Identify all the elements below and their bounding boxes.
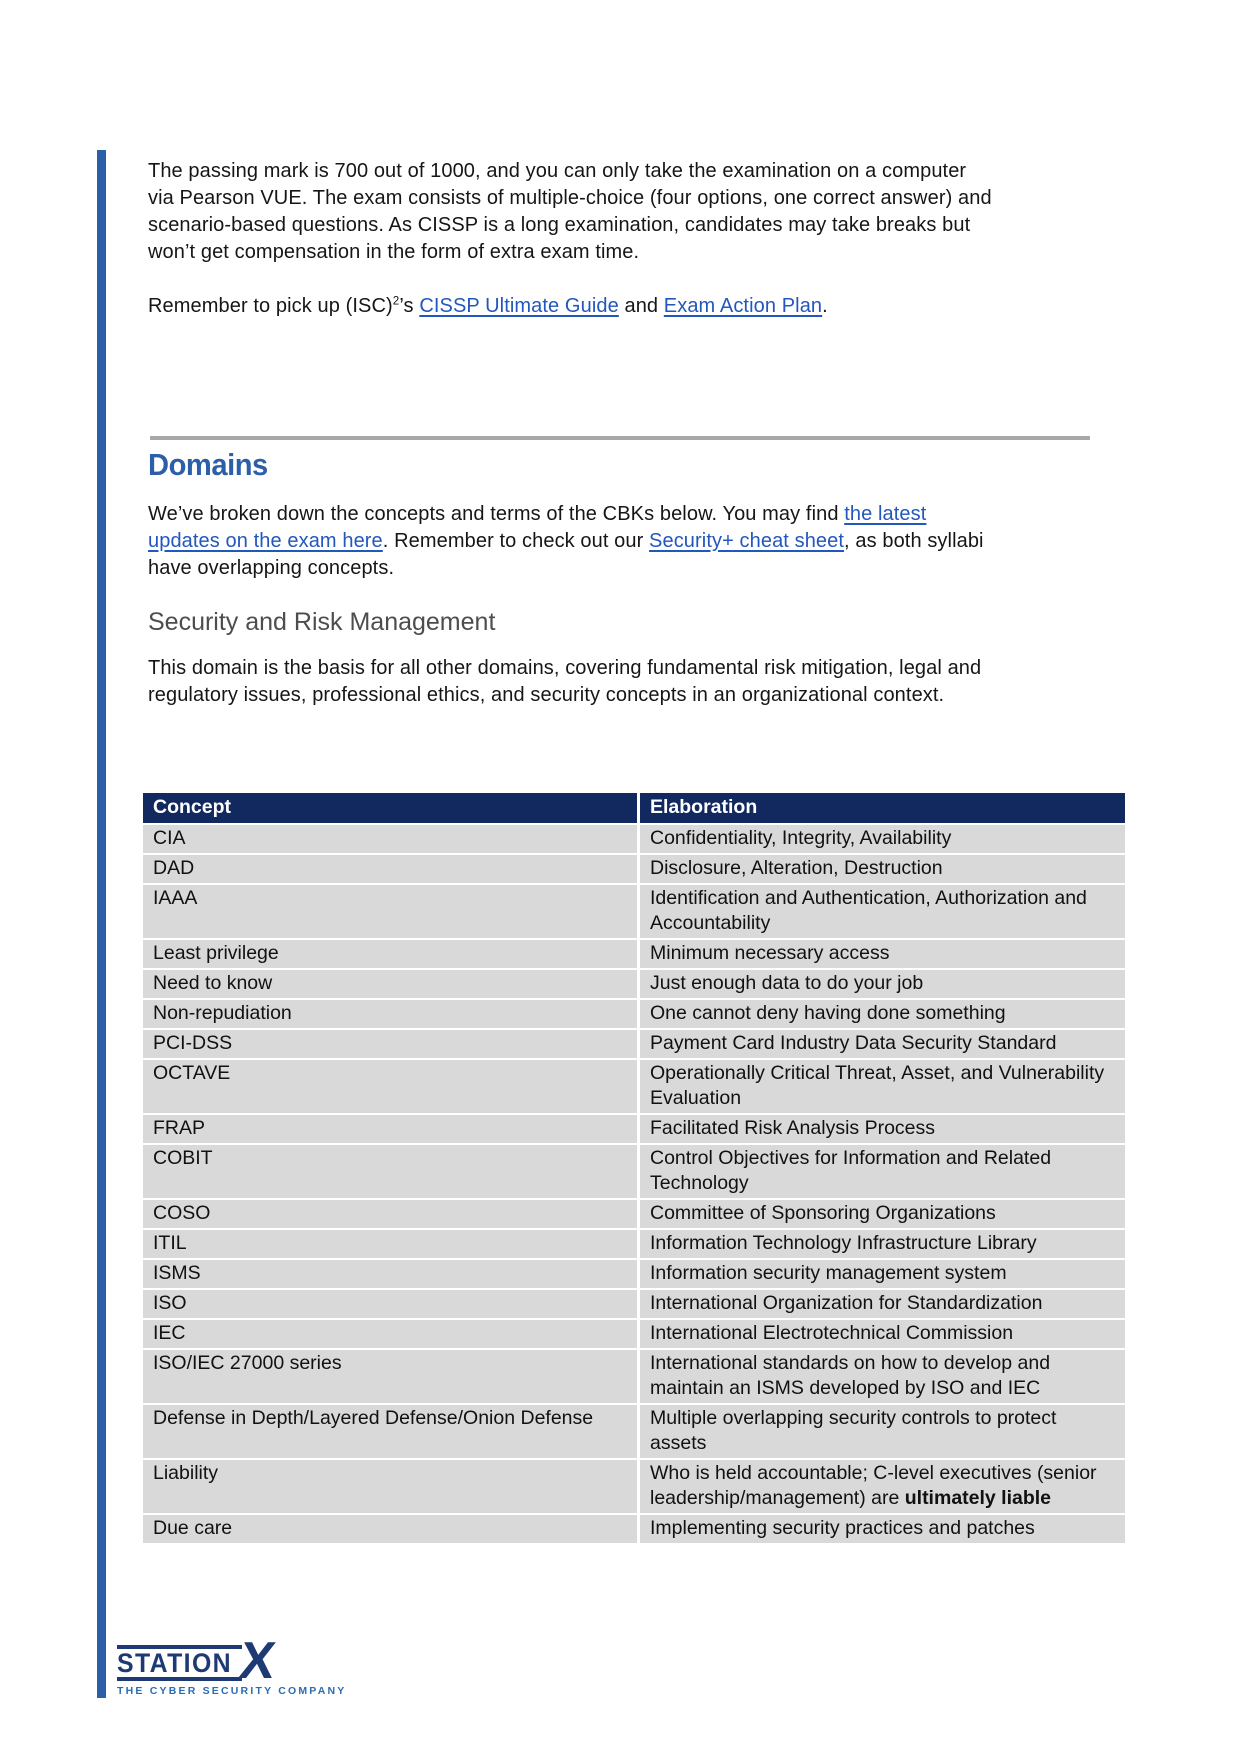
concept-table-body bbox=[143, 825, 1125, 1545]
table-row bbox=[143, 1460, 1125, 1515]
concept-cell: IEC bbox=[143, 1320, 640, 1350]
concept-cell: OCTAVE bbox=[143, 1060, 640, 1115]
table-row bbox=[143, 1060, 1125, 1115]
table-row bbox=[143, 1115, 1125, 1145]
table-row bbox=[143, 1405, 1125, 1460]
concept-cell: ITIL bbox=[143, 1230, 640, 1260]
concept-cell: COSO bbox=[143, 1200, 640, 1230]
concept-cell: Due care bbox=[143, 1515, 640, 1545]
elaboration-cell: Confidentiality, Integrity, Availability bbox=[640, 825, 1125, 855]
elaboration-cell: Payment Card Industry Data Security Standard bbox=[640, 1030, 1125, 1060]
concept-column-header: Concept bbox=[143, 793, 640, 825]
elaboration-cell: International Organization for Standardization bbox=[640, 1290, 1125, 1320]
concept-cell: DAD bbox=[143, 855, 640, 885]
concept-cell: FRAP bbox=[143, 1115, 640, 1145]
concept-elaboration-table bbox=[143, 793, 1125, 1545]
stationx-logo-x: X bbox=[235, 1632, 279, 1690]
table-row bbox=[143, 1290, 1125, 1320]
stationx-logo-wordmark bbox=[117, 1632, 302, 1690]
security-risk-management-heading: Security and Risk Management bbox=[148, 608, 496, 636]
stationx-logo-station-text: STATION bbox=[117, 1645, 242, 1681]
reminder-paragraph bbox=[148, 293, 993, 320]
elaboration-cell: Minimum necessary access bbox=[640, 940, 1125, 970]
intro-paragraph: The passing mark is 700 out of 1000, and you can only take the examination on a computer via Pearson VUE. The exam consists of multiple-choice (four options, one correct answer) and scenario-based questions. As CISSP is a long examination, candidates may take breaks but won’t get compensation in the form of extra exam time. bbox=[148, 160, 992, 263]
elaboration-cell: Facilitated Risk Analysis Process bbox=[640, 1115, 1125, 1145]
isc2-superscript: 2 bbox=[392, 294, 400, 308]
concept-cell: PCI-DSS bbox=[143, 1030, 640, 1060]
elaboration-cell: Multiple overlapping security controls to protect assets bbox=[640, 1405, 1125, 1460]
link-cissp-ultimate-guide[interactable]: CISSP Ultimate Guide bbox=[419, 295, 619, 317]
elaboration-cell: Operationally Critical Threat, Asset, and Vulnerability Evaluation bbox=[640, 1060, 1125, 1115]
concept-cell: Non-repudiation bbox=[143, 1000, 640, 1030]
domains-text: . Remember to check out our bbox=[382, 530, 650, 552]
stationx-logo bbox=[117, 1632, 347, 1697]
domains-paragraph bbox=[148, 501, 1000, 582]
table-row bbox=[143, 1000, 1125, 1030]
concept-cell: Defense in Depth/Layered Defense/Onion Defense bbox=[143, 1405, 640, 1460]
link-exam-action-plan[interactable]: Exam Action Plan bbox=[663, 295, 823, 317]
table-header-row bbox=[143, 793, 1125, 825]
concept-cell: CIA bbox=[143, 825, 640, 855]
concept-cell: ISO/IEC 27000 series bbox=[143, 1350, 640, 1405]
domains-text: We’ve broken down the concepts and terms of the CBKs below. You may find bbox=[148, 503, 845, 525]
elaboration-cell: Just enough data to do your job bbox=[640, 970, 1125, 1000]
domains-heading: Domains bbox=[148, 447, 268, 482]
section-divider bbox=[150, 436, 1090, 440]
concept-cell: Need to know bbox=[143, 970, 640, 1000]
concept-cell: Liability bbox=[143, 1460, 640, 1515]
elaboration-cell: Information Technology Infrastructure Library bbox=[640, 1230, 1125, 1260]
table-row bbox=[143, 940, 1125, 970]
table-row bbox=[143, 1030, 1125, 1060]
elaboration-column-header: Elaboration bbox=[640, 793, 1125, 825]
table-row bbox=[143, 970, 1125, 1000]
table-row bbox=[143, 1320, 1125, 1350]
reminder-text: . bbox=[822, 295, 828, 317]
table-row bbox=[143, 1145, 1125, 1200]
table-row bbox=[143, 1260, 1125, 1290]
elaboration-cell: International Electrotechnical Commission bbox=[640, 1320, 1125, 1350]
reminder-text: Remember to pick up (ISC) bbox=[148, 295, 393, 317]
table-row bbox=[143, 825, 1125, 855]
elaboration-cell: Who is held accountable; C-level executives (senior leadership/management) are ultimately liable bbox=[640, 1460, 1125, 1515]
concept-cell: Least privilege bbox=[143, 940, 640, 970]
domains-text: , as both syllabi have overlapping concepts. bbox=[148, 530, 984, 579]
left-accent-bar bbox=[97, 150, 106, 1698]
link-latest-exam-updates[interactable]: the latest updates on the exam here bbox=[148, 503, 927, 552]
table-row bbox=[143, 1200, 1125, 1230]
concept-cell: COBIT bbox=[143, 1145, 640, 1200]
risk-domain-description: This domain is the basis for all other domains, covering fundamental risk mitigation, legal and regulatory issues, professional ethics, and security concepts in an organizational context. bbox=[148, 657, 982, 706]
table-row bbox=[143, 885, 1125, 940]
table-row bbox=[143, 855, 1125, 885]
concept-cell: IAAA bbox=[143, 885, 640, 940]
concept-cell: ISMS bbox=[143, 1260, 640, 1290]
concept-cell: ISO bbox=[143, 1290, 640, 1320]
reminder-text: ’s bbox=[399, 295, 420, 317]
elaboration-cell: One cannot deny having done something bbox=[640, 1000, 1125, 1030]
page-content bbox=[148, 0, 1125, 1754]
elaboration-cell: Control Objectives for Information and Related Technology bbox=[640, 1145, 1125, 1200]
elaboration-cell: Information security management system bbox=[640, 1260, 1125, 1290]
table-row bbox=[143, 1515, 1125, 1545]
elaboration-cell: Committee of Sponsoring Organizations bbox=[640, 1200, 1125, 1230]
link-security-plus-cheat-sheet[interactable]: Security+ cheat sheet bbox=[649, 530, 845, 552]
elaboration-cell: Implementing security practices and patches bbox=[640, 1515, 1125, 1545]
elaboration-cell: Identification and Authentication, Authorization and Accountability bbox=[640, 885, 1125, 940]
reminder-text: and bbox=[618, 295, 664, 317]
stationx-logo-tagline: THE CYBER SECURITY COMPANY bbox=[117, 1685, 347, 1697]
table-row bbox=[143, 1350, 1125, 1405]
elaboration-cell: Disclosure, Alteration, Destruction bbox=[640, 855, 1125, 885]
elaboration-cell: International standards on how to develop and maintain an ISMS developed by ISO and IEC bbox=[640, 1350, 1125, 1405]
table-row bbox=[143, 1230, 1125, 1260]
